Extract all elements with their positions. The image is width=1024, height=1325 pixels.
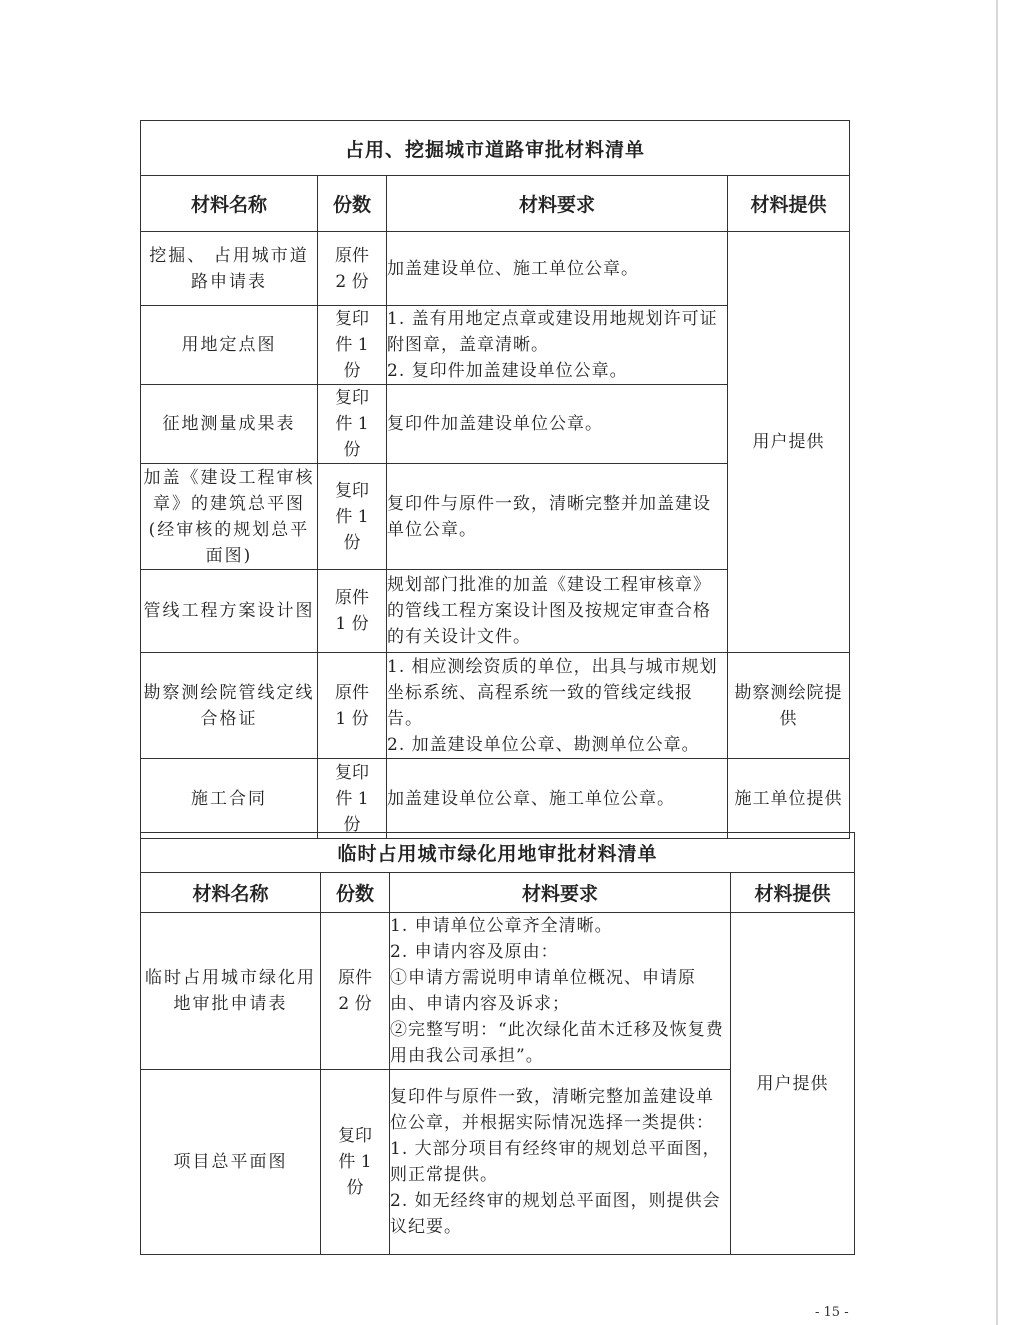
material-name: 征地测量成果表	[141, 385, 318, 464]
copies	[321, 1070, 390, 1255]
requirement	[390, 913, 731, 1070]
requirement	[387, 232, 728, 306]
text-line: 复印	[335, 480, 369, 501]
text-line: 份	[343, 814, 361, 835]
text-line: 件 1	[335, 788, 369, 809]
text-line: 件 1	[335, 335, 369, 355]
column-header-requirement: 材料要求	[390, 873, 731, 913]
material-name: 勘察测绘院管线定线合格证	[141, 653, 318, 759]
text-line: 份	[343, 361, 361, 381]
provider: 用户提供	[731, 913, 855, 1255]
text-line: 件 1	[335, 414, 369, 434]
text-line: 件 1	[335, 506, 369, 527]
text-line: ②完整写明：“此次绿化苗木迁移及恢复费用由我公司承担”。	[390, 1020, 724, 1066]
text-line: 原件	[335, 588, 369, 608]
text-line: 复印件与原件一致，清晰完整并加盖建设单位公章。	[387, 493, 711, 540]
text-line: 复印	[338, 1126, 372, 1146]
text-line: ①申请方需说明申请单位概况、申请原由、申请内容及诉求；	[390, 968, 696, 1014]
text-line: 件 1	[338, 1152, 372, 1172]
requirement	[387, 306, 728, 385]
column-header-material-name: 材料名称	[141, 873, 321, 913]
table-row	[141, 913, 855, 1070]
material-name: 临时占用城市绿化用地审批申请表	[141, 913, 321, 1070]
column-header-provider: 材料提供	[728, 176, 850, 232]
text-line: 2. 复印件加盖建设单位公章。	[387, 361, 628, 381]
table-title: 占用、挖掘城市道路审批材料清单	[141, 121, 850, 176]
text-line: 2. 加盖建设单位公章、勘测单位公章。	[387, 734, 700, 755]
material-name: 用地定点图	[141, 306, 318, 385]
material-name: 施工合同	[141, 759, 318, 839]
copies	[318, 232, 387, 306]
text-line: 2 份	[335, 271, 369, 292]
text-line: 2. 如无经终审的规划总平面图，则提供会议纪要。	[390, 1191, 721, 1237]
table-title: 临时占用城市绿化用地审批材料清单	[141, 833, 855, 873]
provider: 勘察测绘院提供	[728, 653, 850, 759]
text-line: 份	[343, 532, 361, 553]
table-row	[141, 653, 850, 759]
copies	[318, 570, 387, 653]
column-header-copies: 份数	[321, 873, 390, 913]
text-line: 份	[343, 440, 361, 460]
column-header-material-name: 材料名称	[141, 176, 318, 232]
text-line: 原件	[335, 682, 369, 703]
text-line: 1. 大部分项目有经终审的规划总平面图，则正常提供。	[390, 1139, 721, 1185]
copies	[318, 759, 387, 839]
provider: 施工单位提供	[728, 759, 850, 839]
page-number: - 15 -	[815, 1305, 849, 1320]
road-occupation-table	[140, 120, 850, 839]
requirement	[387, 759, 728, 839]
provider: 用户提供	[728, 232, 850, 653]
column-header-provider: 材料提供	[731, 873, 855, 913]
requirement	[387, 570, 728, 653]
text-line: 1. 申请单位公章齐全清晰。	[390, 916, 613, 936]
copies	[318, 306, 387, 385]
text-line: 复印件与原件一致，清晰完整加盖建设单位公章，并根据实际情况选择一类提供：	[390, 1087, 714, 1133]
text-line: 2 份	[338, 994, 372, 1014]
text-line: 复印	[335, 762, 369, 783]
text-line: 份	[346, 1178, 364, 1198]
text-line: 规划部门批准的加盖《建设工程审核章》的管线工程方案设计图及按规定审查合格的有关设计文件。	[387, 575, 711, 647]
requirement	[387, 464, 728, 570]
material-name: 项目总平面图	[141, 1070, 321, 1255]
column-header-copies: 份数	[318, 176, 387, 232]
copies	[321, 913, 390, 1070]
requirement	[387, 653, 728, 759]
text-line: 复印件加盖建设单位公章。	[387, 414, 603, 434]
requirement	[390, 1070, 731, 1255]
column-header-requirement: 材料要求	[387, 176, 728, 232]
copies	[318, 464, 387, 570]
material-name: 管线工程方案设计图	[141, 570, 318, 653]
text-line: 加盖建设单位公章、施工单位公章。	[387, 788, 675, 809]
requirement	[387, 385, 728, 464]
text-line: 复印	[335, 388, 369, 408]
text-line: 2. 申请内容及原由：	[390, 942, 559, 962]
copies	[318, 653, 387, 759]
text-line: 加盖建设单位、施工单位公章。	[387, 258, 639, 279]
green-land-occupation-table	[140, 832, 855, 1255]
text-line: 1 份	[335, 708, 369, 729]
page-edge	[996, 0, 998, 1325]
text-line: 原件	[338, 968, 372, 988]
table-row	[141, 232, 850, 306]
text-line: 1 份	[335, 614, 369, 634]
text-line: 复印	[335, 309, 369, 329]
table-row	[141, 759, 850, 839]
copies	[318, 385, 387, 464]
material-name: 加盖《建设工程审核章》的建筑总平图(经审核的规划总平面图)	[141, 464, 318, 570]
text-line: 1. 相应测绘资质的单位，出具与城市规划坐标系统、高程系统一致的管线定线报告。	[387, 656, 718, 729]
text-line: 原件	[335, 245, 369, 266]
material-name: 挖掘、 占用城市道路申请表	[141, 232, 318, 306]
text-line: 1. 盖有用地定点章或建设用地规划许可证附图章，盖章清晰。	[387, 309, 718, 355]
